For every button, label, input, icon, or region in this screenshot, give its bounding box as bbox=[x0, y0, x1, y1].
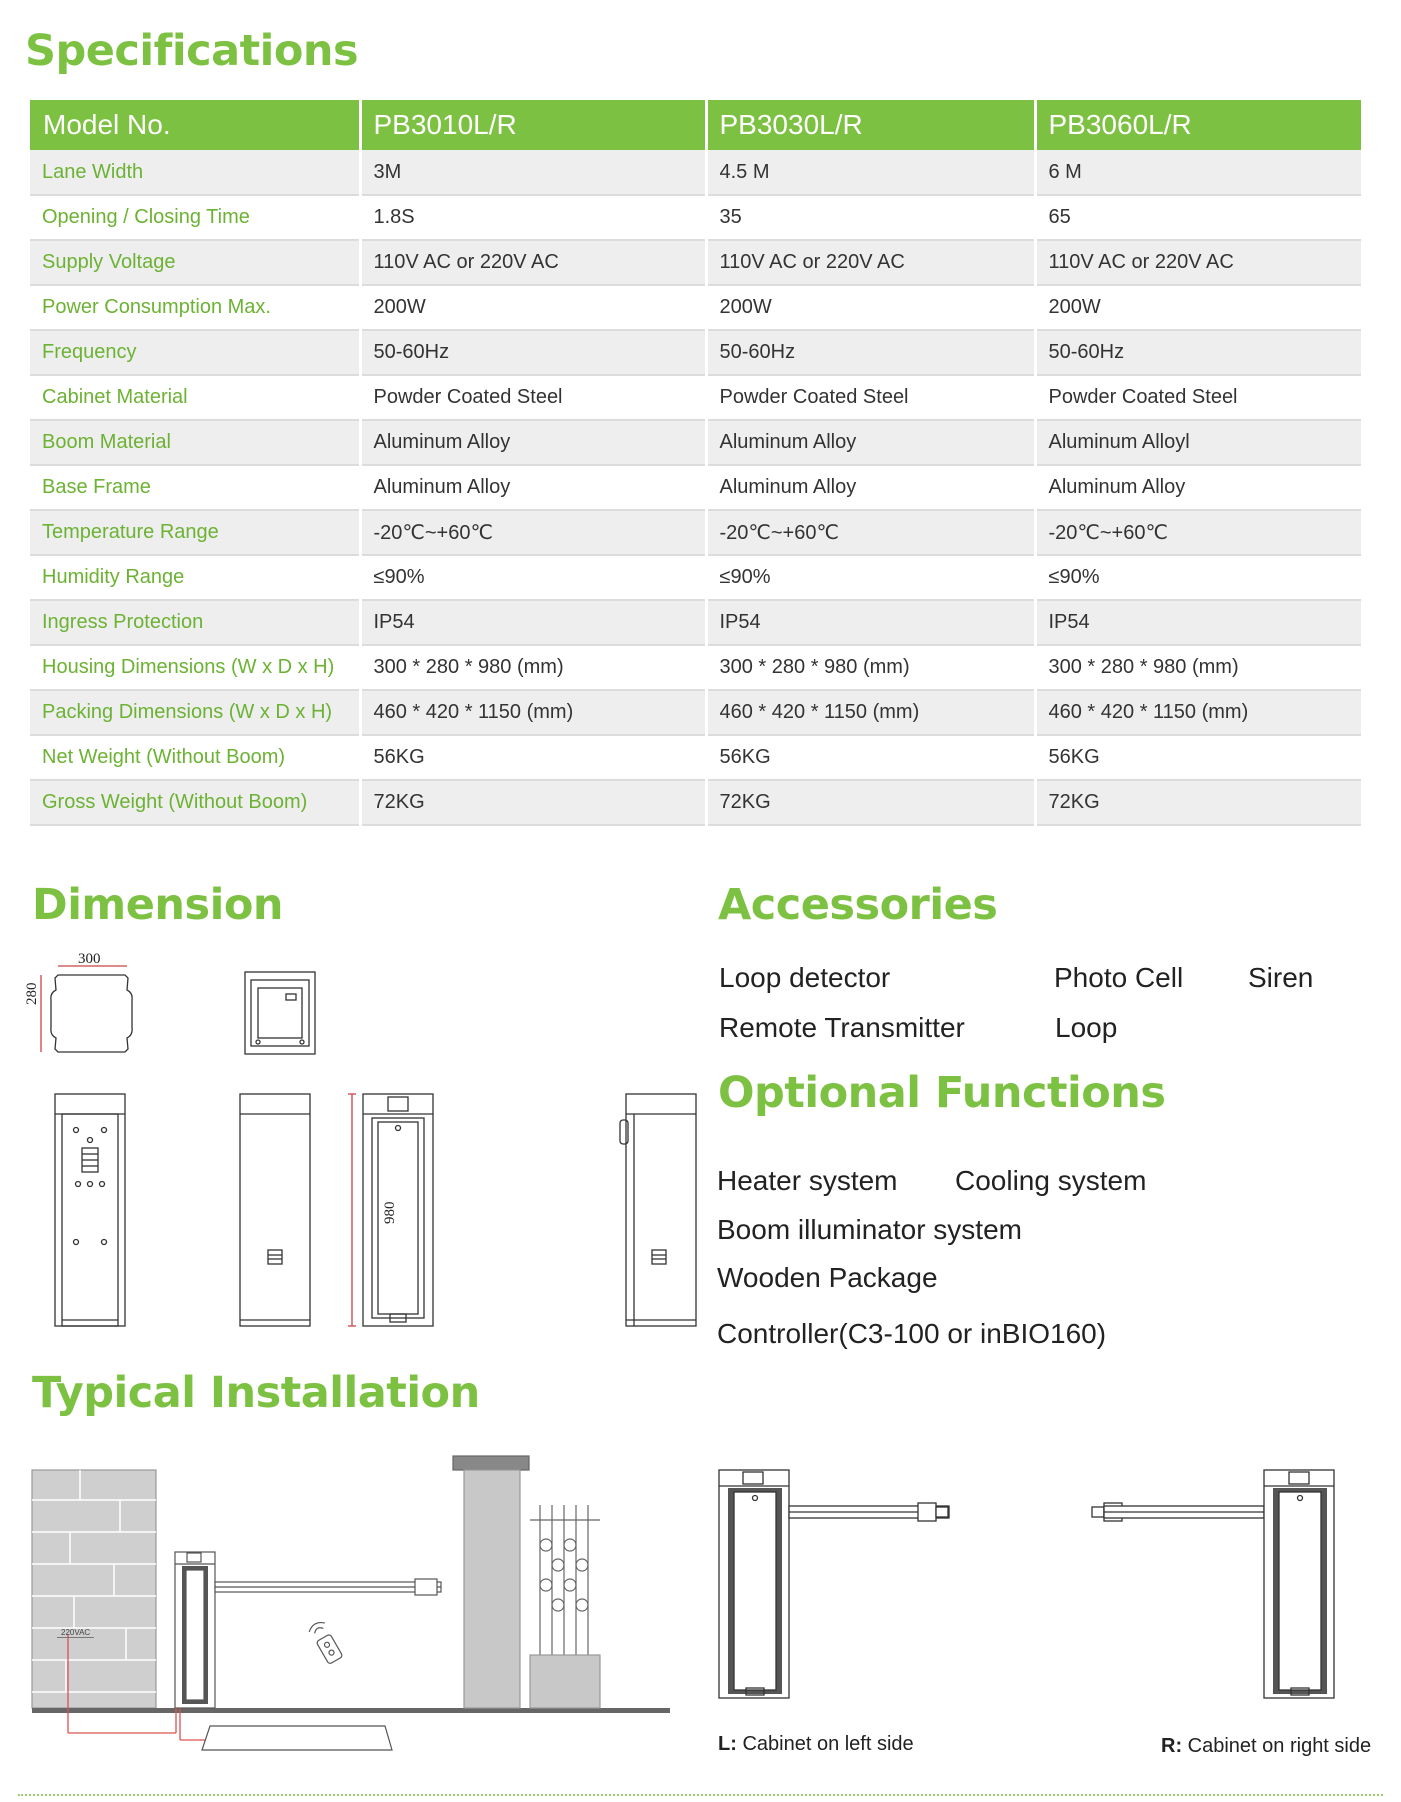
left-caption-key: L: bbox=[718, 1733, 737, 1755]
table-row bbox=[30, 510, 1362, 555]
table-cell: 460 * 420 * 1150 (mm) bbox=[706, 690, 1035, 735]
front-view-panel-drawing bbox=[55, 1094, 125, 1326]
table-cell: 110V AC or 220V AC bbox=[706, 240, 1035, 285]
row-label: Lane Width bbox=[30, 150, 360, 195]
table-cell: 50-60Hz bbox=[1035, 330, 1362, 375]
table-cell: IP54 bbox=[706, 600, 1035, 645]
table-row bbox=[30, 240, 1362, 285]
left-caption-text: Cabinet on left side bbox=[736, 1733, 914, 1755]
row-label: Ingress Protection bbox=[30, 600, 360, 645]
top-view-detail-drawing bbox=[245, 972, 315, 1054]
table-cell: 4.5 M bbox=[706, 150, 1035, 195]
table-cell: 3M bbox=[360, 150, 706, 195]
row-label: Boom Material bbox=[30, 420, 360, 465]
row-label: Cabinet Material bbox=[30, 375, 360, 420]
table-cell: IP54 bbox=[1035, 600, 1362, 645]
typical-installation-heading: Typical Installation bbox=[32, 1368, 480, 1418]
header-model-no: Model No. bbox=[30, 100, 360, 150]
left-caption bbox=[718, 1733, 914, 1756]
table-cell: 200W bbox=[706, 285, 1035, 330]
table-cell: 72KG bbox=[1035, 780, 1362, 825]
accessory-remote-transmitter: Remote Transmitter bbox=[719, 1012, 965, 1043]
table-cell: 460 * 420 * 1150 (mm) bbox=[360, 690, 706, 735]
accessory-siren: Siren bbox=[1248, 962, 1314, 993]
table-row bbox=[30, 600, 1362, 645]
row-label: Packing Dimensions (W x D x H) bbox=[30, 690, 360, 735]
table-row bbox=[30, 555, 1362, 600]
table-cell: 50-60Hz bbox=[360, 330, 706, 375]
power-label: 220VAC bbox=[57, 1628, 94, 1638]
table-row bbox=[30, 780, 1362, 825]
table-cell: 72KG bbox=[706, 780, 1035, 825]
table-cell: 56KG bbox=[1035, 735, 1362, 780]
spec-table-body bbox=[30, 150, 1362, 825]
right-cabinet-variant-drawing bbox=[1090, 1468, 1360, 1708]
table-cell: Aluminum Alloy bbox=[360, 465, 706, 510]
table-row bbox=[30, 690, 1362, 735]
row-label: Housing Dimensions (W x D x H) bbox=[30, 645, 360, 690]
table-cell: Powder Coated Steel bbox=[1035, 375, 1362, 420]
table-cell: 460 * 420 * 1150 (mm) bbox=[1035, 690, 1362, 735]
bottom-divider bbox=[18, 1794, 1383, 1796]
table-cell: Aluminum Alloyl bbox=[1035, 420, 1362, 465]
installation-scene-drawing bbox=[30, 1450, 680, 1750]
table-cell: 1.8S bbox=[360, 195, 706, 240]
left-cabinet-variant-drawing bbox=[718, 1468, 978, 1708]
specifications-table bbox=[30, 100, 1364, 826]
table-cell: -20℃~+60℃ bbox=[706, 510, 1035, 555]
row-label: Temperature Range bbox=[30, 510, 360, 555]
table-row bbox=[30, 645, 1362, 690]
row-label: Base Frame bbox=[30, 465, 360, 510]
option-controller: Controller(C3-100 or inBIO160) bbox=[717, 1318, 1107, 1349]
header-model-1: PB3010L/R bbox=[360, 100, 706, 150]
table-cell: -20℃~+60℃ bbox=[360, 510, 706, 555]
table-row bbox=[30, 285, 1362, 330]
table-cell: Aluminum Alloy bbox=[706, 420, 1035, 465]
header-model-3: PB3060L/R bbox=[1035, 100, 1362, 150]
dimension-drawings bbox=[30, 950, 680, 1330]
table-cell: -20℃~+60℃ bbox=[1035, 510, 1362, 555]
dimension-heading: Dimension bbox=[32, 880, 284, 930]
option-cooling-system: Cooling system bbox=[955, 1165, 1147, 1196]
option-wooden-package: Wooden Package bbox=[717, 1262, 938, 1293]
table-cell: 200W bbox=[1035, 285, 1362, 330]
dimension-height-label: 980 bbox=[382, 1201, 398, 1224]
specifications-heading: Specifications bbox=[25, 26, 359, 76]
accessories-heading: Accessories bbox=[718, 880, 998, 930]
option-heater-system: Heater system bbox=[717, 1165, 898, 1196]
table-row bbox=[30, 420, 1362, 465]
table-cell: ≤90% bbox=[1035, 555, 1362, 600]
header-model-2: PB3030L/R bbox=[706, 100, 1035, 150]
optional-functions-heading: Optional Functions bbox=[718, 1068, 1166, 1118]
table-cell: 65 bbox=[1035, 195, 1362, 240]
table-cell: 110V AC or 220V AC bbox=[360, 240, 706, 285]
row-label: Frequency bbox=[30, 330, 360, 375]
table-cell: Aluminum Alloy bbox=[1035, 465, 1362, 510]
table-row bbox=[30, 150, 1362, 195]
table-cell: 35 bbox=[706, 195, 1035, 240]
dimension-width-label: 300 bbox=[78, 951, 101, 967]
table-row bbox=[30, 375, 1362, 420]
table-cell: 50-60Hz bbox=[706, 330, 1035, 375]
side-view-with-handle-drawing bbox=[620, 1094, 696, 1326]
dimension-depth-label: 280 bbox=[24, 982, 40, 1005]
accessory-loop-detector: Loop detector bbox=[719, 962, 891, 993]
row-label: Net Weight (Without Boom) bbox=[30, 735, 360, 780]
table-cell: Aluminum Alloy bbox=[360, 420, 706, 465]
table-cell: 56KG bbox=[360, 735, 706, 780]
table-cell: Powder Coated Steel bbox=[360, 375, 706, 420]
table-header-row bbox=[30, 100, 1362, 150]
table-row bbox=[30, 330, 1362, 375]
accessory-loop: Loop bbox=[1055, 1012, 1118, 1043]
option-boom-illuminator: Boom illuminator system bbox=[717, 1214, 1022, 1245]
table-cell: Powder Coated Steel bbox=[706, 375, 1035, 420]
table-cell: 6 M bbox=[1035, 150, 1362, 195]
table-cell: 300 * 280 * 980 (mm) bbox=[706, 645, 1035, 690]
table-cell: Aluminum Alloy bbox=[706, 465, 1035, 510]
table-cell: 300 * 280 * 980 (mm) bbox=[1035, 645, 1362, 690]
table-cell: 200W bbox=[360, 285, 706, 330]
right-caption-key: R: bbox=[1161, 1735, 1183, 1757]
right-caption-text: Cabinet on right side bbox=[1182, 1735, 1372, 1757]
row-label: Supply Voltage bbox=[30, 240, 360, 285]
table-cell: 72KG bbox=[360, 780, 706, 825]
table-cell: ≤90% bbox=[360, 555, 706, 600]
table-cell: 300 * 280 * 980 (mm) bbox=[360, 645, 706, 690]
table-cell: IP54 bbox=[360, 600, 706, 645]
table-row bbox=[30, 735, 1362, 780]
table-row bbox=[30, 465, 1362, 510]
row-label: Humidity Range bbox=[30, 555, 360, 600]
right-caption bbox=[1161, 1735, 1371, 1758]
side-view-drawing bbox=[240, 1094, 310, 1326]
row-label: Opening / Closing Time bbox=[30, 195, 360, 240]
top-view-drawing bbox=[41, 966, 132, 1052]
accessory-photo-cell: Photo Cell bbox=[1054, 962, 1184, 993]
row-label: Power Consumption Max. bbox=[30, 285, 360, 330]
table-cell: ≤90% bbox=[706, 555, 1035, 600]
table-cell: 56KG bbox=[706, 735, 1035, 780]
table-row bbox=[30, 195, 1362, 240]
row-label: Gross Weight (Without Boom) bbox=[30, 780, 360, 825]
table-cell: 110V AC or 220V AC bbox=[1035, 240, 1362, 285]
